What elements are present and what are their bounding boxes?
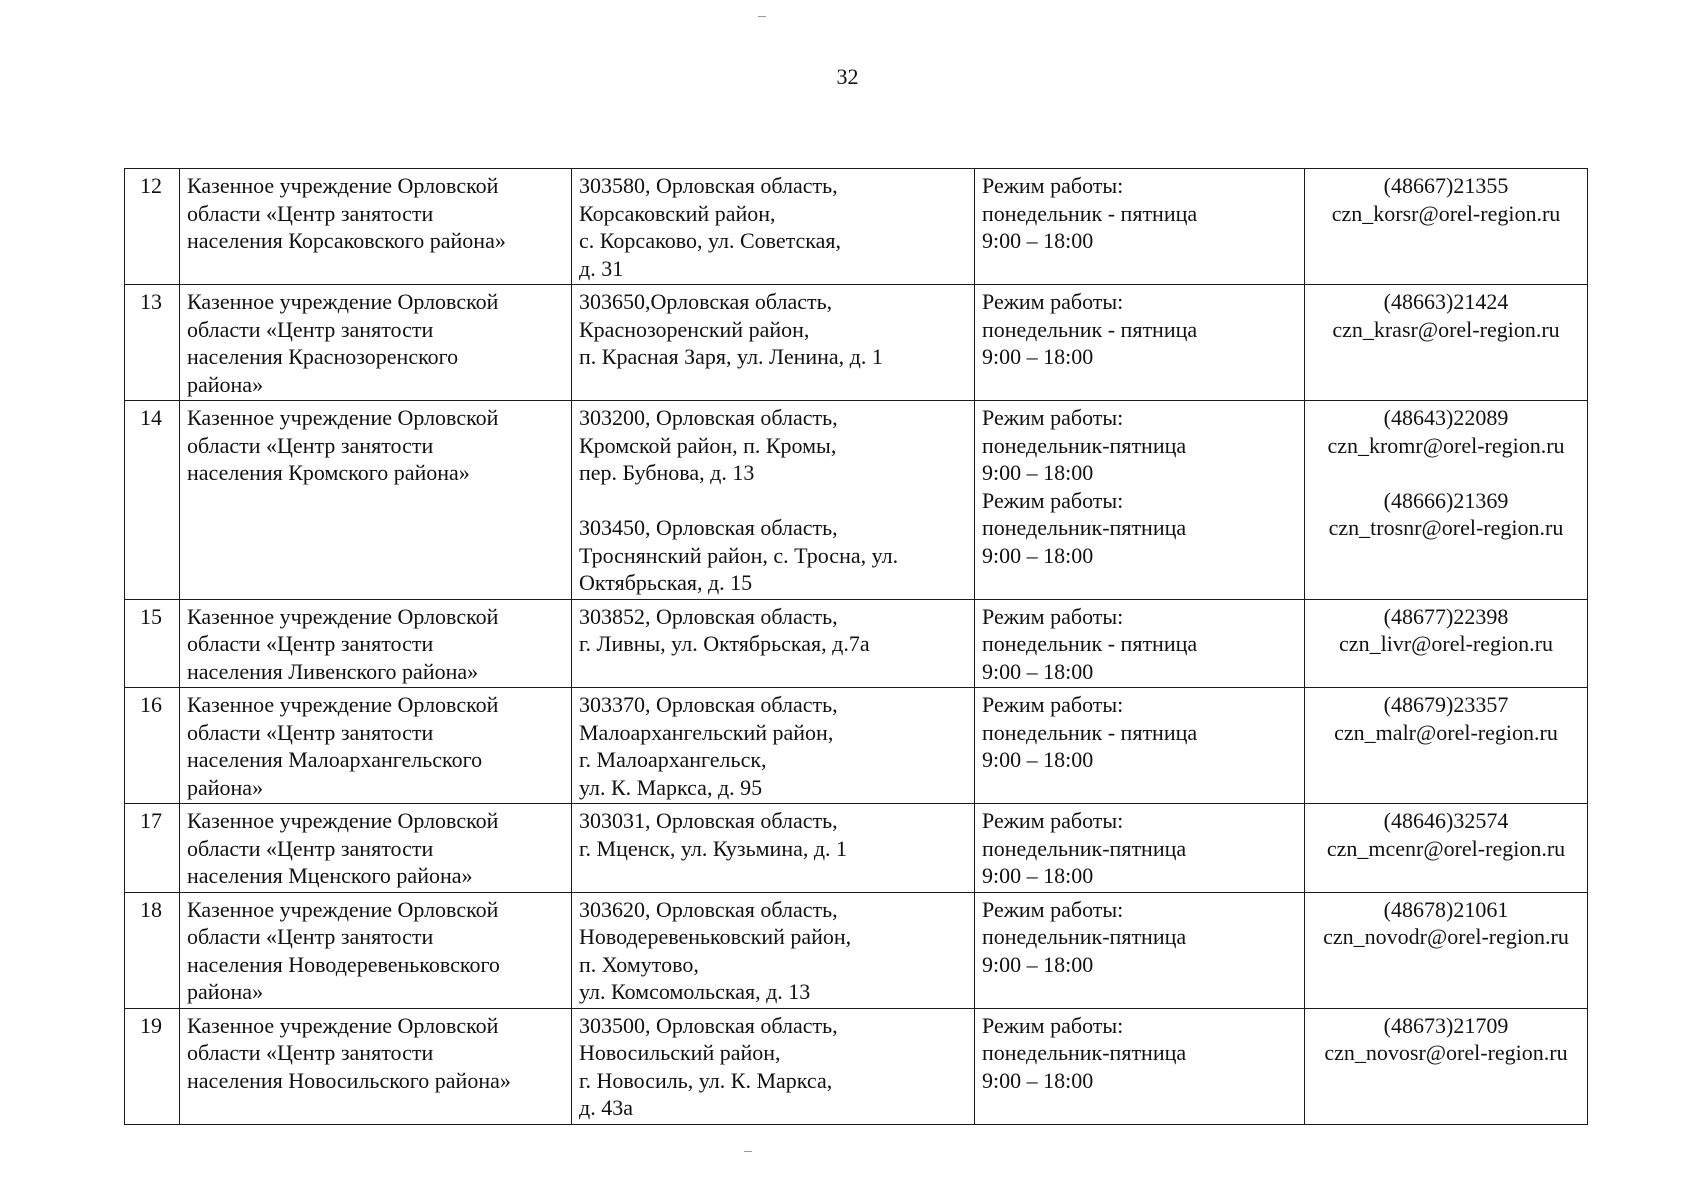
blank-line <box>579 487 968 515</box>
phone-text: (48643)22089 <box>1383 405 1509 430</box>
employment-centers-table-wrap <box>124 168 1587 1125</box>
address-cell <box>572 688 975 804</box>
org-line: района» <box>187 774 264 800</box>
org-line: района» <box>187 979 264 1004</box>
email-text: czn_novodr@orel-region.ru <box>1323 924 1569 949</box>
schedule-line: Режим работы: <box>982 692 1124 717</box>
address-line: 303580, Орловская область, <box>579 173 838 198</box>
schedule-line: понедельник-пятница <box>982 432 1187 458</box>
org-line: населения Новодеревеньковского <box>187 951 500 977</box>
schedule-line: 9:00 – 18:00 <box>982 460 1094 485</box>
address-line: 303852, Орловская область, <box>579 603 838 629</box>
address-line: 303620, Орловская область, <box>579 896 838 922</box>
schedule-line: понедельник - пятница <box>982 631 1198 656</box>
address-line: г. Малоархангельск, <box>579 747 767 772</box>
address-line: Троснянский район, с. Тросна, ул. <box>579 542 899 568</box>
address-line: 303450, Орловская область, <box>579 515 838 540</box>
org-line: области «Центр занятости <box>187 631 434 656</box>
org-line: области «Центр занятости <box>187 1040 434 1065</box>
schedule-line: Режим работы: <box>982 808 1124 833</box>
organization-cell <box>180 892 572 1008</box>
schedule-cell <box>975 892 1305 1008</box>
address-line: д. 31 <box>579 255 624 281</box>
schedule-line: Режим работы: <box>982 487 1124 513</box>
address-line: с. Корсаково, ул. Советская, <box>579 228 842 253</box>
page-number: 32 <box>836 64 859 89</box>
address-line: 303370, Орловская область, <box>579 692 838 717</box>
email-text: czn_kromr@orel-region.ru <box>1327 432 1565 458</box>
schedule-line: Режим работы: <box>982 603 1124 629</box>
address-line: 303200, Орловская область, <box>579 405 838 430</box>
address-line: пер. Бубнова, д. 13 <box>579 460 755 485</box>
schedule-line: 9:00 – 18:00 <box>982 1067 1094 1093</box>
schedule-line: 9:00 – 18:00 <box>982 542 1094 568</box>
contacts-cell <box>1305 892 1588 1008</box>
schedule-line: понедельник-пятница <box>982 924 1187 949</box>
schedule-line: 9:00 – 18:00 <box>982 228 1094 253</box>
address-cell <box>572 1008 975 1124</box>
row-number-cell: 17 <box>125 804 180 893</box>
contacts-cell <box>1305 401 1588 600</box>
blank-line <box>1309 459 1583 487</box>
table-row <box>125 401 1588 600</box>
table-row <box>125 688 1588 804</box>
schedule-line: Режим работы: <box>982 405 1124 430</box>
org-line: населения Кромского района» <box>187 460 470 485</box>
org-line: области «Центр занятости <box>187 316 434 342</box>
address-line: Кромской район, п. Кромы, <box>579 432 837 458</box>
address-cell <box>572 804 975 893</box>
address-line: Малоархангельский район, <box>579 719 834 745</box>
schedule-line: 9:00 – 18:00 <box>982 344 1094 369</box>
org-line: области «Центр занятости <box>187 200 434 226</box>
address-line: Корсаковский район, <box>579 200 776 226</box>
phone-text: (48679)23357 <box>1383 692 1509 717</box>
table-row <box>125 169 1588 285</box>
table-row <box>125 285 1588 401</box>
schedule-line: понедельник-пятница <box>982 835 1187 861</box>
email-text: czn_korsr@orel-region.ru <box>1331 200 1561 226</box>
row-number-cell: 19 <box>125 1008 180 1124</box>
org-line: Казенное учреждение Орловской <box>187 1012 499 1038</box>
schedule-cell <box>975 688 1305 804</box>
contacts-cell <box>1305 599 1588 688</box>
row-number-cell: 14 <box>125 401 180 600</box>
address-line: п. Красная Заря, ул. Ленина, д. 1 <box>579 344 883 369</box>
address-line: Новосильский район, <box>579 1040 781 1065</box>
schedule-cell <box>975 169 1305 285</box>
schedule-line: понедельник-пятница <box>982 1040 1187 1065</box>
organization-cell <box>180 804 572 893</box>
phone-text: (48646)32574 <box>1383 808 1509 833</box>
org-line: населения Корсаковского района» <box>187 228 506 253</box>
table-row <box>125 804 1588 893</box>
org-line: Казенное учреждение Орловской <box>187 896 499 922</box>
contacts-cell <box>1305 804 1588 893</box>
phone-text: (48673)21709 <box>1383 1012 1509 1038</box>
row-number-cell: 15 <box>125 599 180 688</box>
address-line: г. Новосиль, ул. К. Маркса, <box>579 1067 833 1093</box>
org-line: населения Новосильского района» <box>187 1067 511 1093</box>
org-line: области «Центр занятости <box>187 835 434 861</box>
org-line: области «Центр занятости <box>187 924 434 949</box>
row-number-cell: 12 <box>125 169 180 285</box>
address-line: Октябрьская, д. 15 <box>579 570 753 595</box>
address-line: ул. К. Маркса, д. 95 <box>579 774 763 800</box>
org-line: области «Центр занятости <box>187 719 434 745</box>
schedule-line: понедельник - пятница <box>982 200 1198 226</box>
row-number-cell: 13 <box>125 285 180 401</box>
schedule-line: 9:00 – 18:00 <box>982 951 1094 977</box>
address-cell <box>572 401 975 600</box>
schedule-line: Режим работы: <box>982 1012 1124 1038</box>
schedule-line: 9:00 – 18:00 <box>982 747 1094 772</box>
row-number-cell: 16 <box>125 688 180 804</box>
org-line: населения Краснозоренского <box>187 344 459 369</box>
schedule-cell <box>975 285 1305 401</box>
table-body <box>125 169 1588 1125</box>
schedule-line: Режим работы: <box>982 173 1124 198</box>
contacts-cell <box>1305 169 1588 285</box>
contacts-cell <box>1305 688 1588 804</box>
address-cell <box>572 599 975 688</box>
schedule-cell <box>975 401 1305 600</box>
phone-text: (48677)22398 <box>1383 603 1509 629</box>
organization-cell <box>180 285 572 401</box>
schedule-line: Режим работы: <box>982 896 1124 922</box>
address-line: п. Хомутово, <box>579 951 699 977</box>
address-cell <box>572 169 975 285</box>
org-line: Казенное учреждение Орловской <box>187 289 499 314</box>
address-line: д. 43а <box>579 1095 633 1120</box>
email-text: czn_krasr@orel-region.ru <box>1332 316 1560 342</box>
organization-cell <box>180 401 572 600</box>
org-line: района» <box>187 371 264 397</box>
email-text: czn_mcenr@orel-region.ru <box>1326 835 1566 861</box>
contacts-cell <box>1305 1008 1588 1124</box>
org-line: Казенное учреждение Орловской <box>187 692 499 717</box>
org-line: области «Центр занятости <box>187 432 434 458</box>
email-text: czn_malr@orel-region.ru <box>1334 719 1558 745</box>
phone-text: (48678)21061 <box>1383 896 1509 922</box>
schedule-cell <box>975 599 1305 688</box>
address-line: 303031, Орловская область, <box>579 808 838 833</box>
phone-text: (48667)21355 <box>1383 173 1509 198</box>
address-line: Новодеревеньковский район, <box>579 924 852 949</box>
scan-mark <box>758 16 766 17</box>
table-row <box>125 599 1588 688</box>
phone-text: (48666)21369 <box>1383 487 1509 513</box>
table-row <box>125 1008 1588 1124</box>
phone-text: (48663)21424 <box>1383 289 1509 314</box>
table-row <box>125 892 1588 1008</box>
organization-cell <box>180 599 572 688</box>
org-line: населения Малоархангельского <box>187 747 483 772</box>
address-cell <box>572 892 975 1008</box>
org-line: Казенное учреждение Орловской <box>187 405 499 430</box>
email-text: czn_livr@orel-region.ru <box>1339 631 1553 656</box>
org-line: населения Мценского района» <box>187 863 473 888</box>
organization-cell <box>180 1008 572 1124</box>
organization-cell <box>180 688 572 804</box>
employment-centers-table <box>124 168 1588 1125</box>
address-line: ул. Комсомольская, д. 13 <box>579 979 811 1004</box>
schedule-line: понедельник - пятница <box>982 316 1198 342</box>
address-line: г. Ливны, ул. Октябрьская, д.7а <box>579 631 870 656</box>
schedule-cell <box>975 804 1305 893</box>
org-line: населения Ливенского района» <box>187 658 479 684</box>
address-line: Краснозоренский район, <box>579 316 810 342</box>
org-line: Казенное учреждение Орловской <box>187 173 499 198</box>
schedule-line: понедельник-пятница <box>982 515 1187 540</box>
email-text: czn_trosnr@orel-region.ru <box>1328 515 1564 540</box>
address-line: г. Мценск, ул. Кузьмина, д. 1 <box>579 835 848 861</box>
address-cell <box>572 285 975 401</box>
org-line: Казенное учреждение Орловской <box>187 603 499 629</box>
organization-cell <box>180 169 572 285</box>
schedule-line: 9:00 – 18:00 <box>982 863 1094 888</box>
row-number-cell: 18 <box>125 892 180 1008</box>
schedule-line: Режим работы: <box>982 289 1124 314</box>
schedule-line: понедельник - пятница <box>982 719 1198 745</box>
scan-mark <box>744 1151 752 1152</box>
schedule-line: 9:00 – 18:00 <box>982 658 1094 684</box>
email-text: czn_novosr@orel-region.ru <box>1324 1040 1568 1065</box>
address-line: 303650,Орловская область, <box>579 289 833 314</box>
org-line: Казенное учреждение Орловской <box>187 808 499 833</box>
address-line: 303500, Орловская область, <box>579 1012 838 1038</box>
schedule-cell <box>975 1008 1305 1124</box>
contacts-cell <box>1305 285 1588 401</box>
